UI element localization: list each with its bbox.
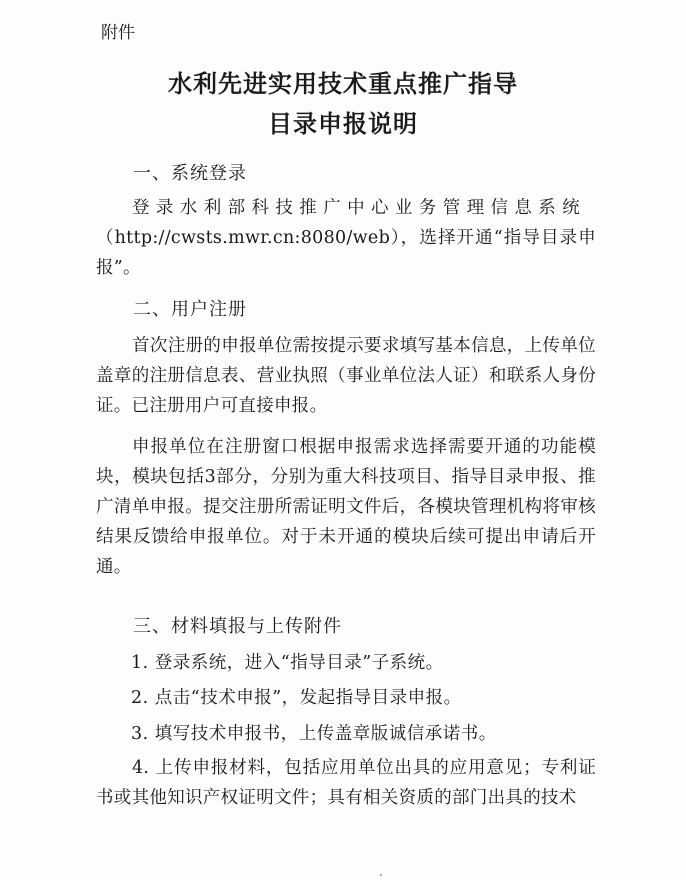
section-paragraph-registration-1: 首次注册的申报单位需按提示要求填写基本信息，上传单位盖章的注册信息表、营业执照（事业单位法人证）和联系人身份证。已注册用户可直接申报。	[96, 336, 596, 416]
list-item: 1. 登录系统，进入“指导目录”子系统。	[131, 653, 444, 673]
section-heading-materials-upload: 三、材料填报与上传附件	[133, 616, 342, 637]
scan-speck	[380, 874, 382, 876]
attachment-label: 附件	[101, 23, 135, 43]
list-item: 3. 填写技术申报书，上传盖章版诚信承诺书。	[131, 724, 497, 744]
section-paragraph-system-login	[96, 193, 596, 283]
document-title-line1: 水利先进实用技术重点推广指导	[168, 70, 518, 98]
list-item: 2. 点击“技术申报”，发起指导目录申报。	[131, 688, 462, 708]
section-paragraph-registration-2: 申报单位在注册窗口根据申报需求选择需要开通的功能模块，模块包括3部分，分别为重大科技项目、指导目录申报、推广清单申报。提交注册所需证明文件后，各模块管理机构将审核结果反馈给申报单位。对于未开通的模块后续可提出申请后开通。	[96, 437, 596, 577]
section-heading-system-login: 一、系统登录	[133, 163, 247, 184]
paragraph-line: 登录水利部科技推广中心业务管理信息系统	[132, 198, 587, 218]
list-item-paragraph: 4. 上传申报材料，包括应用单位出具的应用意见；专利证书或其他知识产权证明文件；具有相关资质的部门出具的技术	[96, 758, 596, 808]
paragraph-continuation: （http://cwsts.mwr.cn:8080/web），选择开通“指导目录申报”。	[96, 228, 596, 278]
document-title-line2: 目录申报说明	[268, 110, 418, 138]
section-heading-user-registration: 二、用户注册	[133, 299, 247, 320]
